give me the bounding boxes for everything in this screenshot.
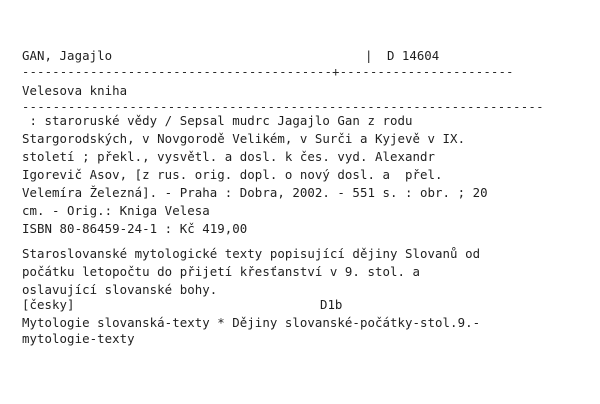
- description-line: století ; překl., vysvětl. a dosl. k čes. vyd. Alexandr: [22, 149, 436, 164]
- description-line: Igorevič Asov, [z rus. orig. dopl. o nový dosl. a přel.: [22, 167, 443, 182]
- classification-code: D1b: [320, 297, 343, 312]
- description-line: : staroruské vědy / Sepsal mudrc Jagajlo Gan z rodu: [22, 113, 413, 128]
- annotation-line: Staroslovanské mytologické texty popisující dějiny Slovanů od: [22, 246, 481, 261]
- author-name: GAN, Jagajlo: [22, 48, 113, 63]
- description-line: cm. - Orig.: Kniga Velesa: [22, 203, 210, 218]
- subject-line: Mytologie slovanská-texty * Dějiny slovanské-počátky-stol.9.-: [22, 315, 481, 330]
- call-number: D 14604: [387, 48, 440, 63]
- book-title: Velesova kniha: [22, 83, 128, 98]
- middle-rule: --------------------------------------------------------------------: [22, 100, 544, 114]
- isbn-price-line: ISBN 80-86459-24-1 : Kč 419,00: [22, 221, 248, 236]
- description-line: Stargorodských, v Novgorodě Velikém, v Surči a Kyjevě v IX.: [22, 131, 466, 146]
- description-line: Velemíra Železná]. - Praha : Dobra, 2002. - 551 s. : obr. ; 20: [22, 185, 488, 200]
- header-separator: |: [365, 48, 373, 63]
- language-label: [česky]: [22, 297, 75, 312]
- subject-line: mytologie-texty: [22, 331, 135, 346]
- annotation-line: počátku letopočtu do přijetí křesťanství v 9. stol. a: [22, 264, 421, 279]
- annotation-line: oslavující slovanské bohy.: [22, 282, 218, 297]
- top-rule: -----------------------------------------+-----------------------: [22, 65, 514, 79]
